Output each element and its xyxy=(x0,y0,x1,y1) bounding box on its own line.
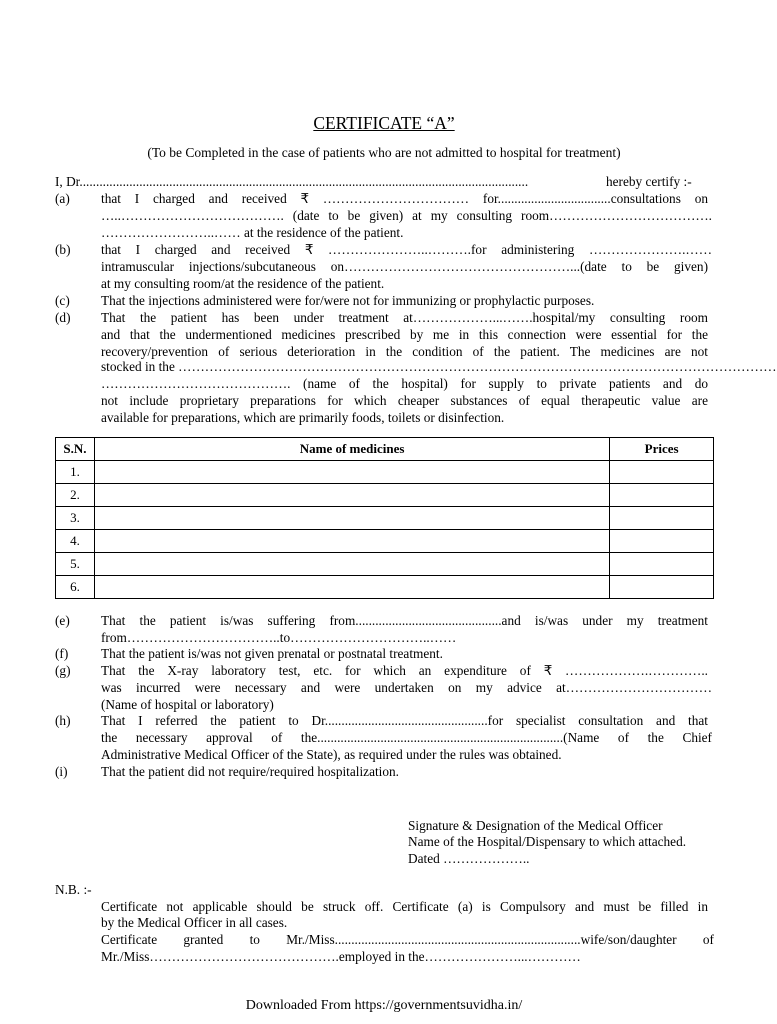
clause-b-line-1: that I charged and received ₹ …………………..……….for administering ………………….…… xyxy=(101,242,712,257)
nb-line-4: Mr./Miss…………………………………….employed in the…………………...………… xyxy=(101,949,581,964)
clause-e-line-2: from……………………………..to…………………………..…… xyxy=(101,630,457,645)
nb-line-2: by the Medical Officer in all cases. xyxy=(101,915,288,930)
clause-marker-f: (f) xyxy=(55,646,69,661)
clause-a-line-3: ……………………..…… at the residence of the patient. xyxy=(101,225,404,240)
clause-marker-h: (h) xyxy=(55,713,71,728)
clause-marker-c: (c) xyxy=(55,293,70,308)
row-number: 2. xyxy=(56,484,95,507)
clause-d-line-6: not include proprietary preparations for which cheaper substances of equal therapeutic value are xyxy=(101,393,708,408)
clause-g-line-2: was incurred were necessary and were undertaken on my advice at…………………………… xyxy=(101,680,712,695)
clause-marker-b: (b) xyxy=(55,242,71,257)
clause-c-line-1: That the injections administered were for/were not for immunizing or prophylactic purposes. xyxy=(101,293,595,308)
medicine-name-cell[interactable] xyxy=(94,461,609,484)
price-cell[interactable] xyxy=(610,530,714,553)
price-cell[interactable] xyxy=(610,553,714,576)
medicine-name-cell[interactable] xyxy=(94,530,609,553)
clause-h-line-3: Administrative Medical Officer of the State), as required under the rules was obtained. xyxy=(101,747,562,762)
table-header-row xyxy=(56,438,714,461)
medicine-name-cell[interactable] xyxy=(94,507,609,530)
header-sn: S.N. xyxy=(56,438,95,461)
table-row xyxy=(56,530,714,553)
nb-line-3: Certificate granted to Mr./Miss..........................................................................wife/son/daughter of xyxy=(101,932,714,947)
clause-h-line-2: the necessary approval of the..........................................................................(Name of the Chief xyxy=(101,730,712,745)
clause-d-line-1: That the patient has been under treatment at………………...…….hospital/my consulting room xyxy=(101,310,708,325)
clause-marker-i: (i) xyxy=(55,764,68,779)
row-number: 3. xyxy=(56,507,95,530)
signature-designation: Signature & Designation of the Medical Officer xyxy=(408,818,663,833)
row-number: 6. xyxy=(56,576,95,599)
clause-d-line-7: available for preparations, which are primarily foods, toilets or disinfection. xyxy=(101,410,505,425)
certificate-title: CERTIFICATE “A” xyxy=(313,113,455,133)
table-row xyxy=(56,461,714,484)
price-cell[interactable] xyxy=(610,461,714,484)
header-prices: Prices xyxy=(610,438,714,461)
clause-b-line-3: at my consulting room/at the residence of the patient. xyxy=(101,276,385,291)
clause-d-line-3: recovery/prevention of serious deterioration in the condition of the patient. The medicines are not xyxy=(101,344,708,359)
row-number: 4. xyxy=(56,530,95,553)
certificate-subtitle: (To be Completed in the case of patients who are not admitted to hospital for treatment) xyxy=(147,145,621,160)
table-row xyxy=(56,576,714,599)
clause-g-line-1: That the X-ray laboratory test, etc. for which an expenditure of ₹ ……………….………….. xyxy=(101,663,708,678)
price-cell[interactable] xyxy=(610,484,714,507)
header-medicine-name: Name of medicines xyxy=(94,438,609,461)
price-cell[interactable] xyxy=(610,507,714,530)
intro-doctor-line: I, Dr....................................................................................................................................... xyxy=(55,174,529,189)
row-number: 1. xyxy=(56,461,95,484)
clause-d-line-4: stocked in the ……………………………………………………………………………………………………………………… xyxy=(101,359,777,374)
clause-h-line-1: That I referred the patient to Dr.................................................for specialist consultation and that xyxy=(101,713,708,728)
medicines-table xyxy=(55,437,714,599)
table-row xyxy=(56,553,714,576)
signature-hospital-name: Name of the Hospital/Dispensary to which attached. xyxy=(408,834,687,849)
clause-d-line-5: ……………………………………. (name of the hospital) for supply to private patients and do xyxy=(101,376,708,391)
table-row xyxy=(56,484,714,507)
price-cell[interactable] xyxy=(610,576,714,599)
clause-marker-d: (d) xyxy=(55,310,71,325)
medicine-name-cell[interactable] xyxy=(94,553,609,576)
clause-marker-a: (a) xyxy=(55,191,70,206)
signature-dated: Dated ……………….. xyxy=(408,851,530,866)
row-number: 5. xyxy=(56,553,95,576)
clause-e-line-1: That the patient is/was suffering from............................................and is/was under my treatment xyxy=(101,613,708,628)
intro-certify-text: hereby certify :- xyxy=(606,174,692,189)
nb-label: N.B. :- xyxy=(55,882,92,897)
table-row xyxy=(56,507,714,530)
clause-marker-g: (g) xyxy=(55,663,71,678)
clause-b-line-2: intramuscular injections/subcutaneous on……………………………………………...(date to be given) xyxy=(101,259,708,274)
download-source-footer: Downloaded From https://governmentsuvidha.in/ xyxy=(245,998,523,1013)
medicine-name-cell[interactable] xyxy=(94,576,609,599)
clause-g-line-3: (Name of hospital or laboratory) xyxy=(101,697,274,712)
clause-i-line-1: That the patient did not require/required hospitalization. xyxy=(101,764,399,779)
clause-marker-e: (e) xyxy=(55,613,70,628)
clause-f-line-1: That the patient is/was not given prenatal or postnatal treatment. xyxy=(101,646,443,661)
medicine-name-cell[interactable] xyxy=(94,484,609,507)
clause-a-line-1: that I charged and received ₹ …………………………… for..................................consultations on xyxy=(101,191,708,206)
nb-line-1: Certificate not applicable should be struck off. Certificate (a) is Compulsory and must be filled in xyxy=(101,899,708,914)
clause-d-line-2: and that the undermentioned medicines prescribed by me in this connection were essential for the xyxy=(101,327,708,342)
clause-a-line-2: …..………………………………. (date to be given) at my consulting room………………………………. xyxy=(101,208,712,223)
